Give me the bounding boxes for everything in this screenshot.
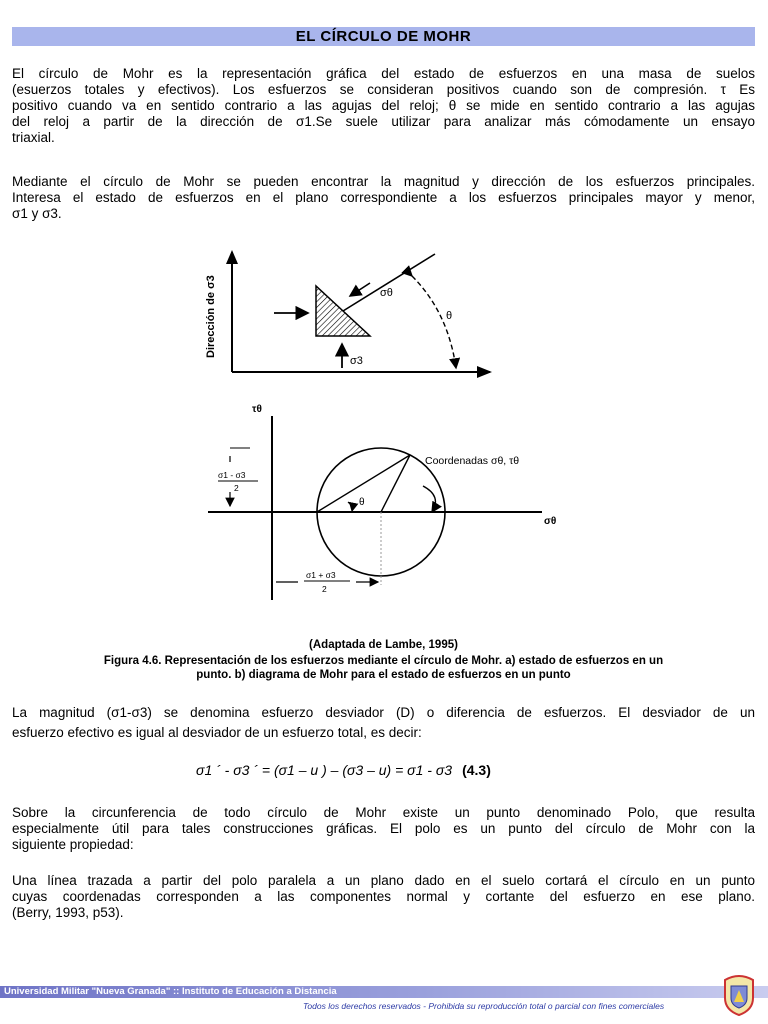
sigma3-direction-label: Dirección de σ3: [205, 275, 217, 358]
mohr-purpose-paragraph: [12, 174, 755, 222]
center-numerator: σ1 + σ3: [306, 570, 336, 580]
paragraph-line: Una línea trazada a partir del polo paralela a un plano dado en el suelo cortará el círculo en un punto: [12, 873, 755, 888]
radius-denominator: 2: [234, 483, 239, 493]
paragraph-line: del reloj a partir de la dirección de σ1.Se suele utilizar para analizar más cómodamente un ensayo: [12, 114, 755, 129]
theta-label: θ: [446, 310, 453, 322]
page-title: EL CÍRCULO DE MOHR: [12, 27, 755, 46]
sigma-theta-label: σθ: [380, 287, 393, 299]
figure-source: (Adaptada de Lambe, 1995): [309, 639, 458, 651]
pole-paragraph: [12, 805, 755, 853]
paragraph-line: σ1 y σ3.: [12, 206, 62, 221]
tau-axis-label: τθ: [252, 404, 262, 415]
paragraph-line: siguiente propiedad:: [12, 837, 134, 852]
paragraph-line: Mediante el círculo de Mohr se pueden encontrar la magnitud y dirección de los esfuerzos principales.: [12, 174, 755, 189]
paragraph-line: (Berry, 1993, p53).: [12, 905, 124, 920]
coordinates-label: Coordenadas σθ, τθ: [425, 455, 520, 467]
figure-caption-line: Figura 4.6. Representación de los esfuerzos mediante el círculo de Mohr. a) estado de esfuerzos en un: [103, 655, 664, 667]
footer-rights: Todos los derechos reservados - Prohibida su reproducción total o parcial con fines comerciales: [303, 1001, 665, 1011]
mohr-figure: [180, 240, 580, 610]
plane-normal-line: [343, 254, 435, 311]
double-angle-arc: [423, 486, 435, 512]
theta-label: θ: [359, 497, 365, 508]
paragraph-line: Interesa el estado de esfuerzos en el plano correspondiente a los esfuerzos principales mayor y menor,: [12, 190, 755, 205]
equation-number: (4.3): [462, 762, 491, 778]
paragraph-line: esfuerzo efectivo es igual al desviador de un esfuerzo total, es decir:: [12, 725, 422, 740]
paragraph-line: cuyas coordenadas corresponden a las componentes normal y cortante del esfuerzo en ese plano.: [12, 889, 755, 904]
axis-arrow-icon: [477, 366, 492, 378]
footer-institution: Universidad Militar "Nueva Granada" :: Instituto de Educación a Distancia: [4, 986, 337, 997]
theta-arc: [412, 276, 456, 368]
paragraph-line: Sobre la circunferencia de todo círculo de Mohr existe un punto denominado Polo, que resulta: [12, 805, 755, 820]
stress-state-diagram: [205, 250, 492, 378]
sigma3-label: σ3: [350, 355, 363, 367]
paragraph-line: triaxial.: [12, 130, 55, 145]
theta-arc: [348, 502, 352, 511]
axis-arrow-icon: [226, 250, 238, 264]
paragraph-line: (esuerzos totales y efectivos). Los esfuerzos se consideran positivos cuando son de compresión. τ Es: [12, 82, 755, 97]
paragraph-line: El círculo de Mohr es la representación gráfica del estado de esfuerzos en una masa de suelos: [12, 66, 755, 81]
university-shield-logo-icon: [722, 974, 756, 1016]
sigma-axis-label: σθ: [544, 516, 557, 527]
center-denominator: 2: [322, 584, 327, 594]
intro-paragraph: [12, 66, 755, 146]
pole-property-paragraph: [12, 873, 755, 921]
paragraph-line: especialmente útil para tales construcciones gráficas. El polo es un punto del círculo de Mohr con la: [12, 821, 755, 836]
radius-numerator: σ1 - σ3: [218, 470, 246, 480]
figure-caption-line: punto. b) diagrama de Mohr para el estado de esfuerzos en un punto: [196, 669, 571, 681]
sigma-theta-arrow: [350, 283, 370, 296]
mohr-diagram: [208, 404, 556, 600]
deviator-paragraph: [12, 703, 755, 743]
equation-4-3: [196, 762, 491, 778]
equation-text: σ1 ´ - σ3 ´ = (σ1 – u ) – (σ3 – u) = σ1 - σ3: [196, 762, 453, 778]
paragraph-line: La magnitud (σ1-σ3) se denomina esfuerzo desviador (D) o diferencia de esfuerzos. El desviador de un: [12, 705, 755, 720]
paragraph-line: positivo cuando va en sentido contrario a las agujas del reloj; θ se mide en sentido contrario a las agujas: [12, 98, 755, 113]
